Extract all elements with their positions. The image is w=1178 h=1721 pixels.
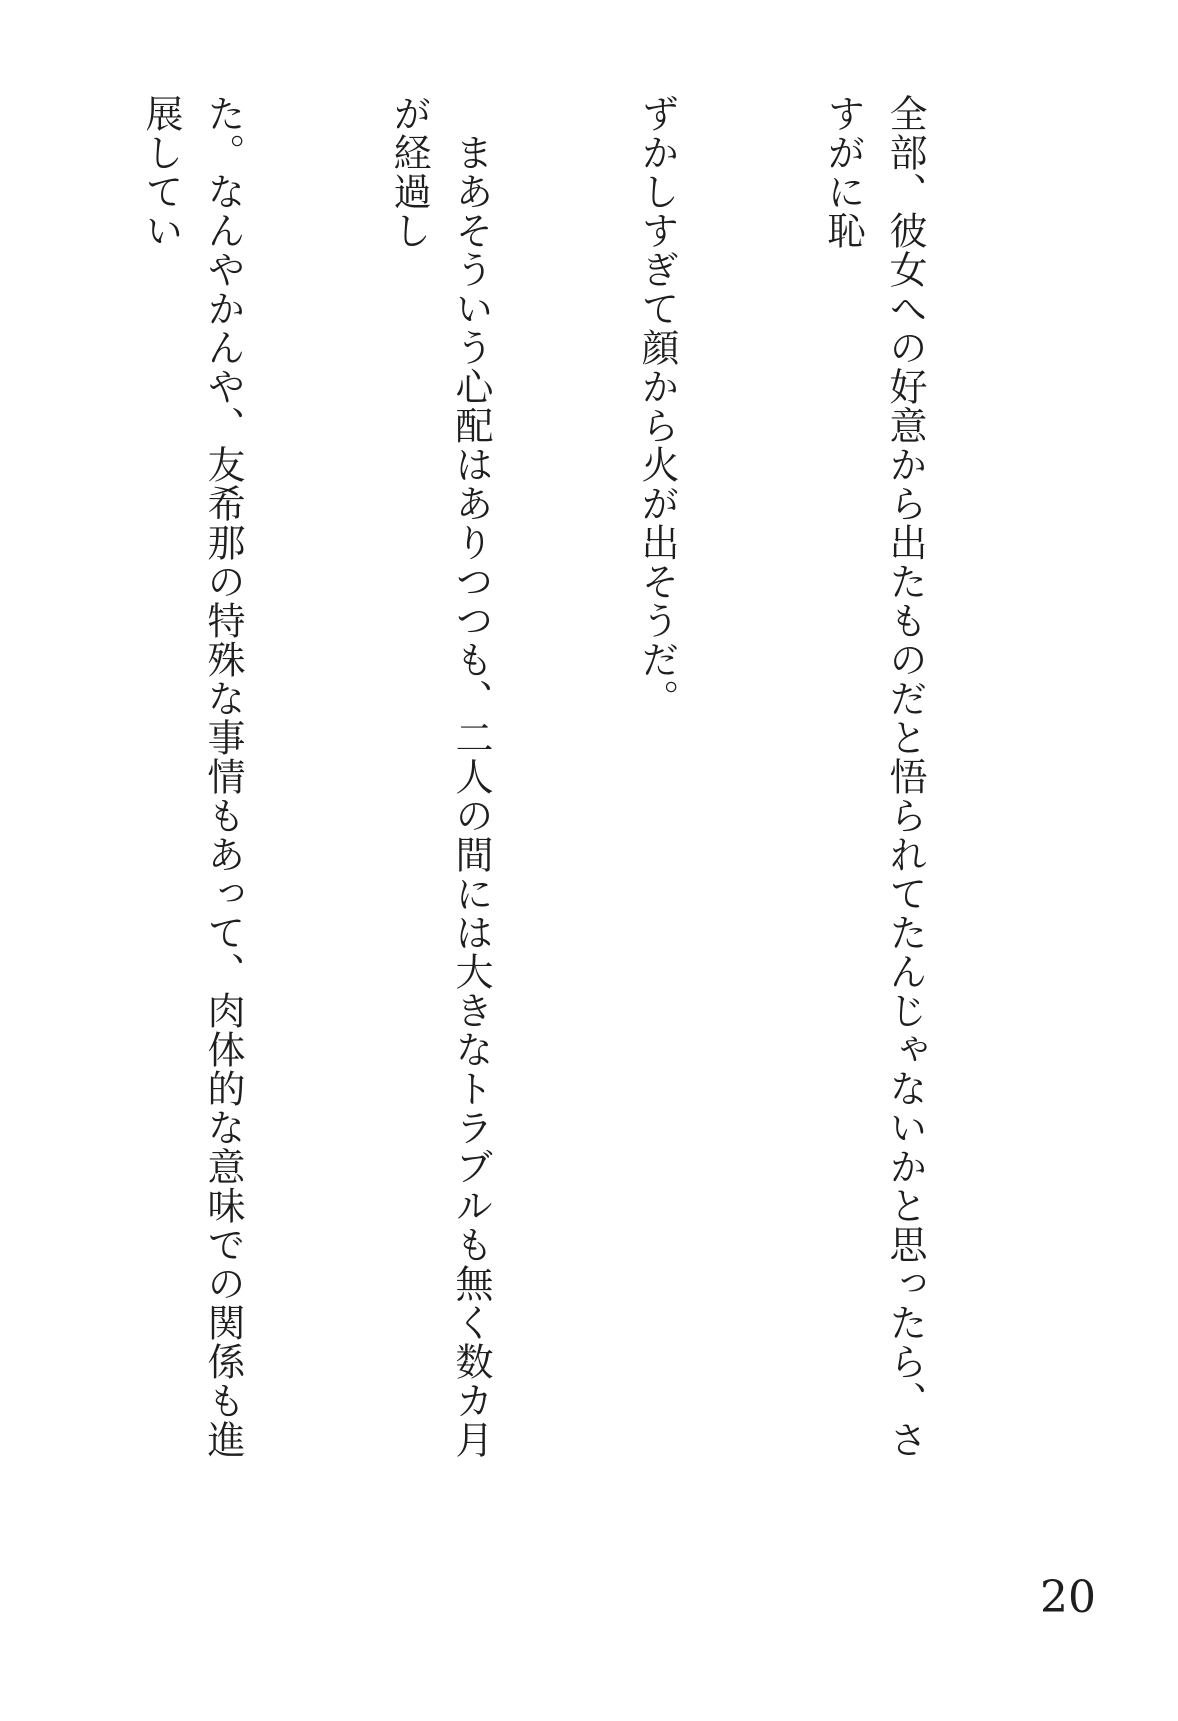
text-line: ずかしすぎて顔から火が出そうだ。 <box>635 94 679 718</box>
body-text <box>0 94 1060 1494</box>
page-number: 20 <box>1040 1572 1096 1623</box>
text-line: まあそういう心配はありつつも、二人の間には大きなトラブルも無く数カ月が経過し <box>387 94 493 1459</box>
text-line: 全部、彼女への好意から出たものだと悟られてたんじゃないかと思ったら、さすがに恥 <box>821 94 927 1459</box>
text-line: た。なんやかんや、友希那の特殊な事情もあって、肉体的な意味での関係も進展してい <box>139 94 245 1459</box>
text-line <box>0 94 6 1494</box>
